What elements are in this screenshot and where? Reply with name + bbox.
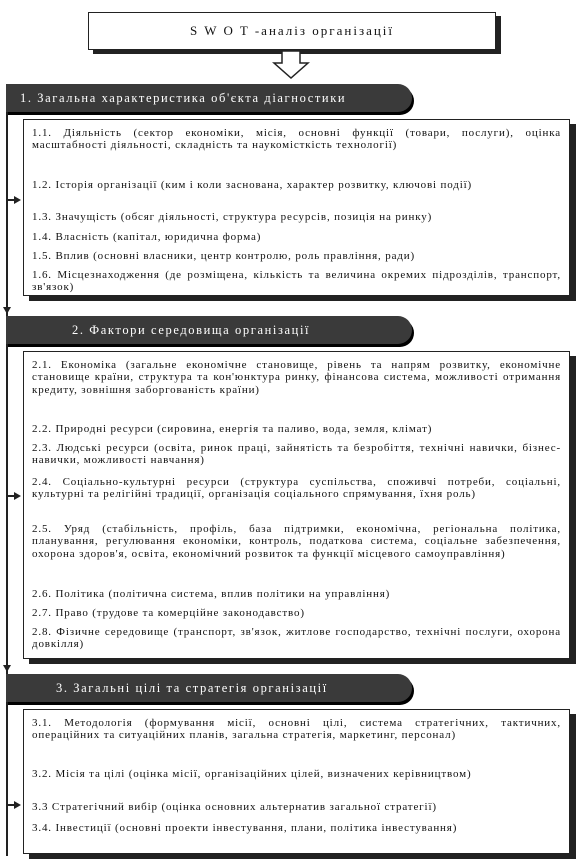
- list-item: 1.6. Місцезнаходження (де розміщена, кількість та величина окремих підрозділів, транспорт, зв'язок): [32, 269, 561, 294]
- section-2-heading: 2. Фактори середовища організації: [6, 316, 412, 344]
- list-item: 1.3. Значущість (обсяг діяльності, структура ресурсів, позиція на ринку): [32, 211, 433, 223]
- arrow-down-icon: [3, 665, 11, 672]
- arrow-down-icon: [3, 307, 11, 314]
- list-item: 2.4. Соціально-культурні ресурси (структура суспільства, споживчі потреби, соціальні, культурні та релігійні традиції, організація соціального спрямування, їхня роль): [32, 476, 561, 501]
- list-item: 3.2. Місія та цілі (оцінка місії, організаційних цілей, визначених керівництвом): [32, 768, 472, 780]
- list-item: 2.8. Фізичне середовище (транспорт, зв'язок, житлове господарство, технічні послуги, охорона довкілля): [32, 626, 561, 651]
- list-item: 1.4. Власність (капітал, юридична форма): [32, 231, 262, 243]
- list-item: 1.5. Вплив (основні власники, центр контролю, роль правління, ради): [32, 250, 416, 262]
- down-arrow-icon: [271, 50, 311, 80]
- diagram-title: S W O T -аналіз організації: [88, 12, 496, 50]
- list-item: 3.1. Методологія (формування місії, основні цілі, система стратегічних, тактичних, операційних та ситуаційних планів, загальна стратегія, маркетинг, персонал): [32, 717, 561, 742]
- arrow-right-icon: [14, 196, 21, 204]
- list-item: 1.2. Історія організації (ким і коли заснована, характер розвитку, ключові події): [32, 179, 473, 191]
- list-item: 2.3. Людські ресурси (освіта, ринок праці, зайнятість та безробіття, технічні навички, бізнес-навички, можливості навчання): [32, 442, 561, 467]
- list-item: 1.1. Діяльність (сектор економіки, місія, основні функції (товари, послуги), оцінка масштабності діяльності, складність та наукомісткість технології): [32, 127, 561, 152]
- section-1-heading: 1. Загальна характеристика об'єкта діагностики: [6, 84, 412, 112]
- list-item: 2.6. Політика (політична система, вплив політики на управління): [32, 588, 391, 600]
- section-2-panel: [23, 351, 570, 659]
- section-3-panel: [23, 709, 570, 854]
- section-3-heading: 3. Загальні цілі та стратегія організації: [6, 674, 412, 702]
- list-item: 2.1. Економіка (загальне економічне становище, рівень та напрям розвитку, економічне становище країни, структура та кон'юнктура ринку, фінансова система, можливості отримання кредиту, зовнішня заборгованість країни): [32, 359, 561, 396]
- arrow-right-icon: [14, 801, 21, 809]
- arrow-right-icon: [14, 492, 21, 500]
- section-1-panel: [23, 119, 570, 296]
- list-item: 2.2. Природні ресурси (сировина, енергія та паливо, вода, земля, клімат): [32, 423, 433, 435]
- list-item: 3.3 Стратегічний вибір (оцінка основних альтернатив загальної стратегії): [32, 801, 437, 813]
- left-rail: [6, 86, 8, 856]
- list-item: 2.5. Уряд (стабільність, профіль, база підтримки, економічна, регіональна політика, планування, регулювання економіки, контроль, податкова система, соціальне забезпечення, охорона здоров'я, освіта, економічний розвиток та функції місцевого самоуправління): [32, 523, 561, 560]
- list-item: 2.7. Право (трудове та комерційне законодавство): [32, 607, 305, 619]
- list-item: 3.4. Інвестиції (основні проекти інвестування, плани, політика інвестування): [32, 822, 458, 834]
